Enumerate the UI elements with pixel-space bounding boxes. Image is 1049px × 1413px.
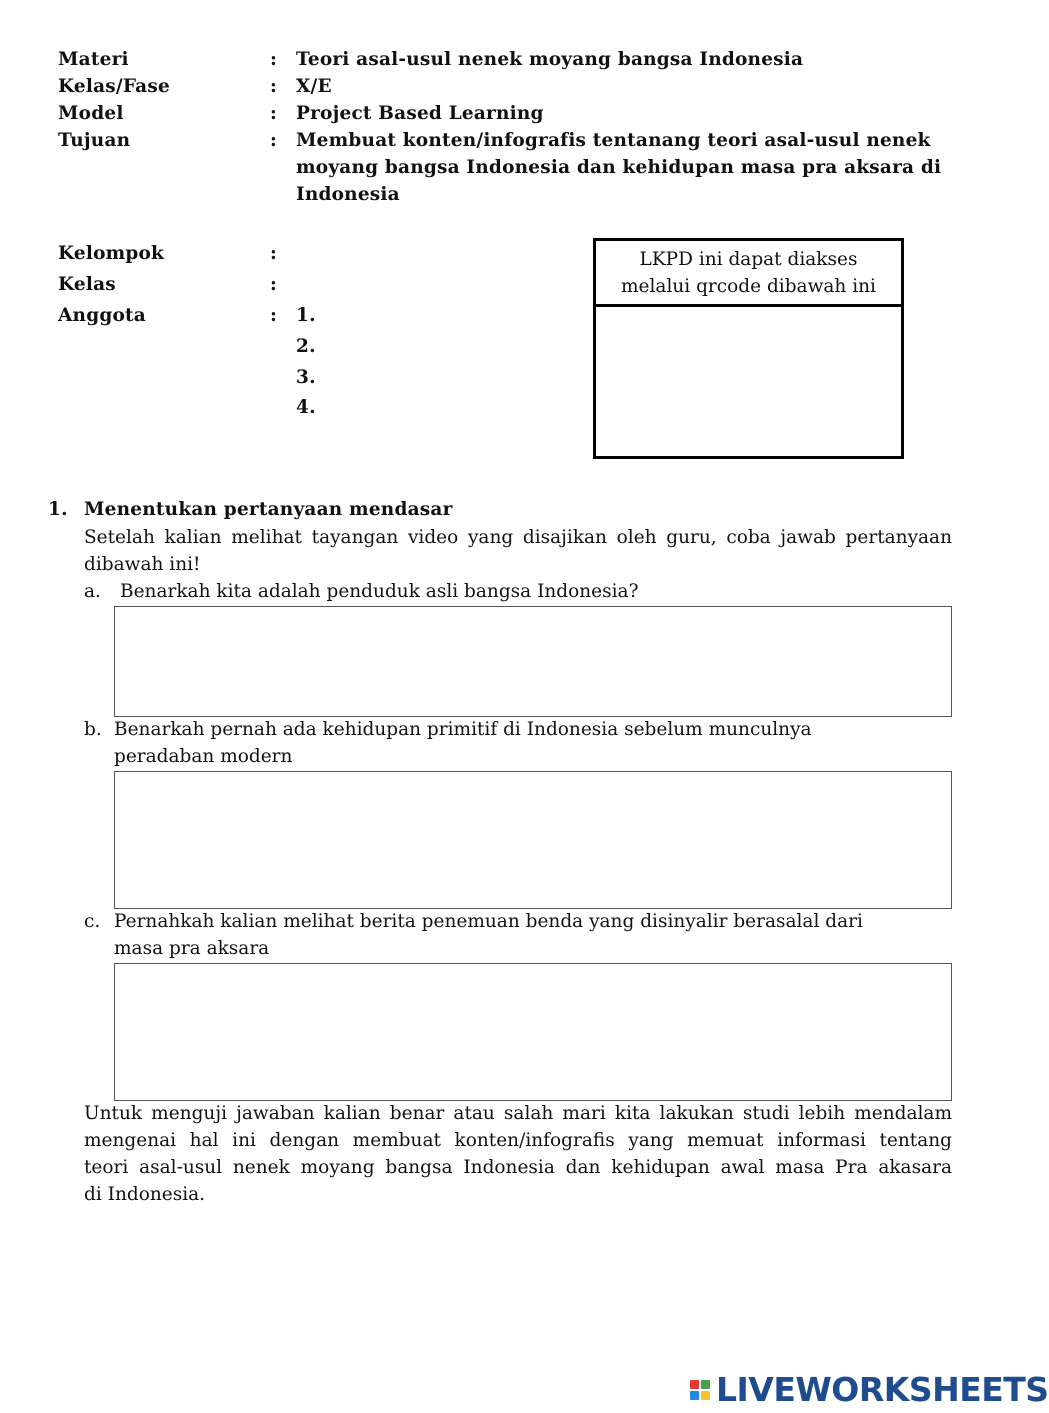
member-4: 4. [296,397,316,418]
kelompok-label: Kelompok [58,243,165,264]
qr-caption-line-2: melalui qrcode dibawah ini [621,275,876,297]
tujuan-value-line-1: Membuat konten/infografis tentanang teori asal-usul nenek [296,130,931,151]
answer-box-b[interactable] [114,771,952,909]
qr-caption [596,241,901,307]
kelompok-colon: : [270,243,277,264]
materi-label: Materi [58,49,129,70]
kelas-fase-colon: : [270,76,277,97]
question-b-line-1: Benarkah pernah ada kehidupan primitif di Indonesia sebelum munculnya [114,719,812,740]
tujuan-colon: : [270,130,277,151]
answer-box-c[interactable] [114,963,952,1101]
closing-line-2: mengenai hal ini dengan membuat konten/infografis yang memuat informasi tentang [84,1130,952,1151]
question-a-letter: a. [84,581,101,602]
question-c-line-1: Pernahkah kalian melihat berita penemuan benda yang disinyalir berasalal dari [114,911,863,932]
kelas-fase-label: Kelas/Fase [58,76,170,97]
closing-line-1: Untuk menguji jawaban kalian benar atau salah mari kita lakukan studi lebih mendalam [84,1103,952,1124]
logo-square-3 [690,1391,699,1400]
question-c-letter: c. [84,911,101,932]
model-label: Model [58,103,124,124]
tujuan-value-line-2: moyang bangsa Indonesia dan kehidupan masa pra aksara di [296,157,942,178]
logo-square-2 [701,1380,710,1389]
section-title: Menentukan pertanyaan mendasar [84,499,453,520]
materi-value: Teori asal-usul nenek moyang bangsa Indonesia [296,49,804,70]
model-value: Project Based Learning [296,103,544,124]
kelas-colon: : [270,274,277,295]
liveworksheets-logo [690,1370,1049,1409]
member-1: 1. [296,305,316,326]
answer-box-a[interactable] [114,606,952,717]
intro-line-1: Setelah kalian melihat tayangan video yang disajikan oleh guru, coba jawab pertanyaan [84,527,952,548]
question-c-line-2: masa pra aksara [114,938,270,959]
qr-code-box [593,238,904,459]
kelas-label: Kelas [58,274,116,295]
materi-colon: : [270,49,277,70]
logo-square-1 [690,1380,699,1389]
qr-caption-line-1: LKPD ini dapat diakses [639,248,858,270]
liveworksheets-logo-text: LIVEWORKSHEETS [716,1370,1049,1409]
tujuan-label: Tujuan [58,130,131,151]
model-colon: : [270,103,277,124]
question-a-text: Benarkah kita adalah penduduk asli bangsa Indonesia? [120,581,639,602]
closing-line-3: teori asal-usul nenek moyang bangsa Indonesia dan kehidupan awal masa Pra akasara [84,1157,952,1178]
closing-line-4: di Indonesia. [84,1184,206,1205]
member-2: 2. [296,336,316,357]
logo-square-4 [701,1391,710,1400]
anggota-colon: : [270,305,277,326]
qr-code-area [596,307,901,459]
intro-line-2: dibawah ini! [84,554,201,575]
liveworksheets-logo-icon [690,1380,710,1400]
kelas-fase-value: X/E [296,76,332,97]
section-number: 1. [48,499,68,520]
question-b-line-2: peradaban modern [114,746,293,767]
member-3: 3. [296,367,316,388]
tujuan-value-line-3: Indonesia [296,184,400,205]
question-b-letter: b. [84,719,102,740]
anggota-label: Anggota [58,305,146,326]
